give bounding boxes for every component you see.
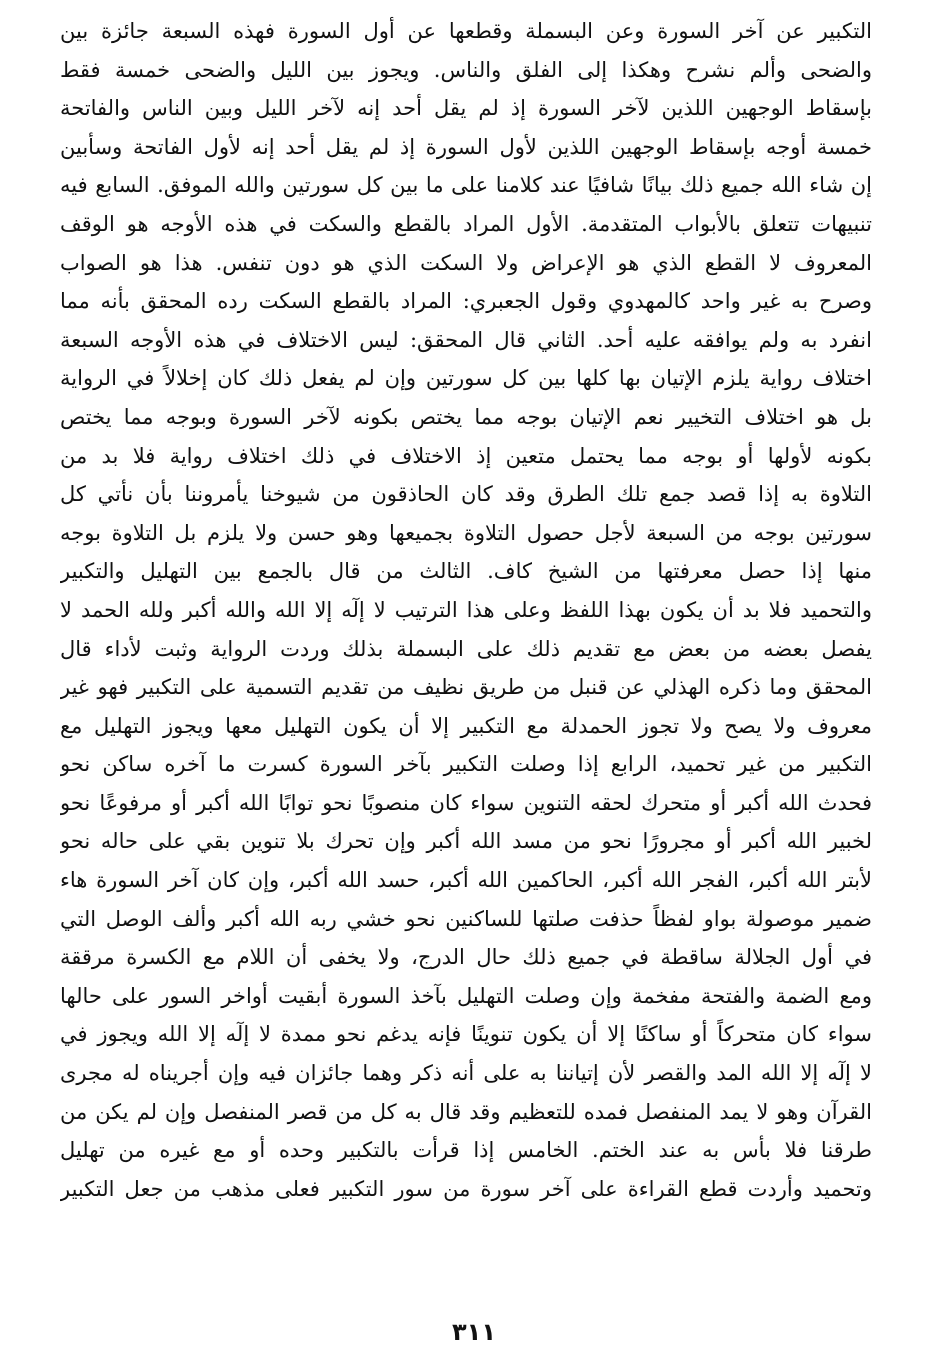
text-line: سواء كان متحركاً أو ساكنًا إلا أن يكون تنوينًا فإنه يدغم نحو ممدة لا إلٓه إلا الله ويجوز في [60,1022,872,1047]
text-line: القرآن وهو لا يمد المنفصل فمده للتعظيم وقد قال به كل من قصر المنفصل وإن لم يكن من [60,1099,872,1124]
text-line: ضمير موصولة بواو لفظاً حذفت صلتها للساكنين نحو خشي ربه الله أكبر وألف الوصل التي [60,906,872,931]
text-line: ومع الضمة والفتحة مفخمة وإن وصلت التهليل بآخذ السورة أبقيت أواخر السور على حالها [60,983,872,1008]
text-line: معروف ولا يصح ولا تجوز الحمدلة مع التكبير إلا أن يكون التهليل معها ويجوز التهليل مع [60,713,872,738]
text-line: لخبير الله أكبر أو مجرورًا نحو من مسد الله أكبر وإن تحرك بلا تنوين بقي على حاله نحو [60,829,872,854]
text-line: التكبير من غير تحميد، الرابع إذا وصلت التكبير بآخر السورة كسرت ما آخره ساكن نحو [60,752,872,777]
text-line: المحقق وما ذكره الهذلي عن قنبل من طريق نظيف من تقديم التسمية على التكبير فهو غير [60,675,872,700]
text-line: فحدث الله أكبر أو متحرك لحقه التنوين سواء كان منصوبًا نحو توابًا الله أكبر أو مرفوعًا نحو [60,790,872,815]
text-line: لا إلٓه إلا الله المد والقصر لأن إتياننا به على أنه ذكر وهما جائزان فيه وإن أجريناه له مجرى [60,1061,872,1086]
text-line: في أول الجلالة ساقطة في جميع ذلك حال الدرج، ولا يخفى أن اللام مع الكسرة مرققة [60,945,872,970]
text-line: والتحميد فلا بد أن يكون بهذا اللفظ وعلى هذا الترتيب لا إلٓه إلا الله والله أكبر ولله الحمد لا [60,597,872,622]
text-line: إن شاء الله جميع ذلك بيانًا شافيًا عند كلامنا على ما بين كل سورتين والله الموفق. السابع فيه [60,173,872,198]
text-line: وتحميد وأردت قطع القراءة على آخر سورة من سور التكبير فعلى مذهب من جعل التكبير [60,1176,872,1201]
text-line: خمسة أوجه بإسقاط الوجهين اللذين لأول السورة إذ لم يقل أحد إنه لأول الفاتحة وسأبين [60,134,872,159]
text-line: بل هو اختلاف التخيير نعم الإتيان بوجه مما يختص بكونه لآخر السورة وبوجه مما يختص [60,404,872,429]
text-line: التكبير عن آخر السورة وعن البسملة وقطعها عن أول السورة فهذه السبعة جائزة بين [60,19,872,43]
text-line: بإسقاط الوجهين اللذين لآخر السورة إذ لم يقل أحد إنه لآخر الليل وبين الناس والفاتحة [60,96,872,121]
page-body [60,12,872,1302]
text-line: والضحى وألم نشرح وهكذا إلى الفلق والناس. ويجوز بين الليل والضحى خمسة فقط [60,57,872,82]
text-line: وصرح به غير واحد كالمهدوي وقول الجعبري: المراد بالقطع السكت رده المحقق بأنه مما [60,289,872,314]
text-line: بكونه لأولها أو بوجه مما يحتمل متعين إذ الاختلاف في ذلك اختلاف رواية فلا بد من [60,443,872,468]
text-line: سورتين بوجه من السبعة لأجل حصول التلاوة بجميعها وهو حسن ولا يلزم بل التلاوة بوجه [60,520,872,545]
page-number: ٣١١ [452,1318,496,1346]
text-line: طرقنا فلا بأس به عند الختم. الخامس إذا قرأت بالتكبير وحده أو مع غيره من تهليل [60,1138,872,1163]
text-line: انفرد به ولم يوافقه عليه أحد. الثاني قال المحقق: ليس الاختلاف في هذه الأوجه السبعة [60,327,872,352]
text-line: يفصل بعضه من بعض مع تقديم ذلك على البسملة بذلك وردت الرواية وثبت لأداء قال [60,636,872,661]
text-line: تنبيهات تتعلق بالأبواب المتقدمة. الأول المراد بالقطع والسكت في هذه الأوجه هو الوقف [60,211,872,236]
text-line: منها إذا حصل معرفتها من الشيخ كاف. الثالث من قال بالجمع بين التهليل والتكبير [60,559,872,584]
text-line: اختلاف رواية يلزم الإتيان بها كلها بين كل سورتين وإن لم يفعل ذلك كان إخلالاً في الرواية [60,366,872,391]
text-line: لأبتر الله أكبر، الفجر الله أكبر، الحاكمين الله أكبر، حسد الله أكبر، وإن كان آخر السورة هاء [60,868,872,893]
text-line: المعروف لا القطع الذي هو الإعراض ولا السكت الذي هو دون تنفس. هذا هو الصواب [60,250,872,275]
text-line: التلاوة به إذا قصد جمع تلك الطرق وقد كان الحاذقون من شيوخنا يأمروننا بأن نأتي كل [60,482,872,507]
